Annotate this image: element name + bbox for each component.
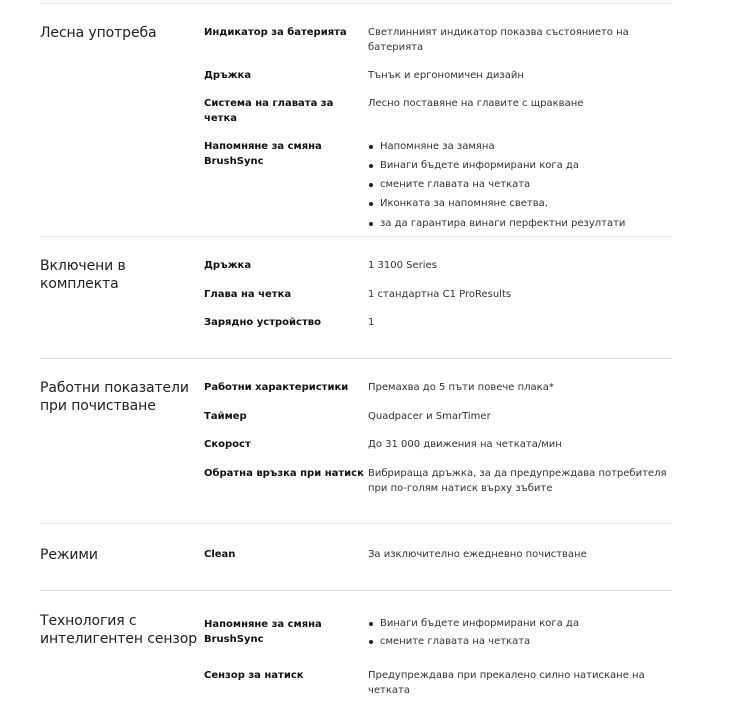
spec-table [40, 3, 672, 710]
spec-value: До 31 000 движения на четката/мин [368, 439, 562, 450]
spec-label: Напомняне за смяна BrushSync [204, 140, 322, 167]
bullet-item [368, 196, 672, 211]
bullet-text: за да гарантира винаги перфектни резултати [380, 217, 626, 229]
spec-label: Сензор за натиск [204, 670, 304, 681]
spec-label: Напомняне за смяна BrushSync [204, 619, 322, 645]
spec-value: Светлинният индикатор показва състоянието на батерията [368, 27, 629, 53]
spec-value: 1 [368, 317, 375, 328]
spec-section-in-the-box [40, 236, 672, 358]
spec-value: 1 стандартна C1 ProResults [368, 288, 512, 300]
spec-row [204, 23, 672, 55]
spec-row [204, 66, 672, 84]
section-title: Лесна употреба [40, 25, 157, 41]
bullet-text: смените главата на четката [380, 179, 531, 191]
spec-row [204, 378, 672, 396]
spec-label: Зарядно устройство [204, 317, 321, 328]
spec-value: Вибрираща дръжка, за да предупреждава потребителя при по-голям натиск върху зъбите [368, 467, 667, 494]
bullet-dot-icon [369, 145, 373, 149]
section-title: Технология с интелигентен сензор [40, 613, 198, 647]
spec-section-smart-sensor-technology [40, 590, 672, 710]
spec-section-ease-of-use [40, 3, 672, 236]
bullet-dot-icon [369, 202, 373, 206]
spec-section-cleaning-performance [40, 358, 672, 523]
spec-value: Предупреждава при прекалено силно натискане на четката [368, 670, 645, 696]
spec-label: Скорост [204, 439, 251, 450]
spec-label: Дръжка [204, 69, 252, 81]
spec-row [204, 137, 672, 231]
spec-section-modes [40, 523, 672, 590]
bullet-list [368, 139, 672, 231]
spec-row [204, 313, 672, 331]
spec-row [204, 94, 672, 126]
spec-value: Лесно поставяне на главите с щракване [368, 98, 584, 109]
bullet-dot-icon [369, 640, 373, 644]
spec-row [204, 611, 672, 649]
bullet-item [368, 616, 672, 631]
bullet-text: Винаги бъдете информирани кога да [380, 618, 579, 629]
bullet-dot-icon [369, 164, 373, 168]
spec-rows [204, 611, 672, 696]
spec-row [204, 464, 672, 496]
bullet-text: Винаги бъдете информирани кога да [380, 159, 579, 171]
bullet-text: Иконката за напомняне светва, [380, 198, 548, 210]
spec-label: Clean [204, 549, 236, 560]
spec-row [204, 545, 672, 563]
spec-label: Индикатор за батерията [204, 27, 347, 38]
bullet-text: Напомняне за замяна [380, 140, 495, 152]
spec-value [368, 611, 672, 649]
spec-rows [204, 256, 672, 336]
bullet-dot-icon [369, 222, 373, 226]
spec-label: Дръжка [204, 260, 252, 271]
spec-row [204, 435, 672, 453]
spec-label: Глава на четка [204, 288, 292, 300]
spec-value: За изключително ежедневно почистване [368, 549, 587, 560]
bullet-item [368, 216, 672, 231]
spec-value: Премахва до 5 пъти повече плака* [368, 382, 554, 393]
spec-row [204, 407, 672, 425]
bullet-item [368, 139, 672, 154]
spec-row [204, 256, 672, 274]
bullet-item [368, 177, 672, 192]
spec-row [204, 666, 672, 698]
spec-value: 1 3100 Series [368, 260, 437, 271]
bullet-text: смените главата на четката [380, 636, 531, 647]
section-title: Работни показатели при почистване [40, 380, 189, 414]
bullet-list [368, 616, 672, 649]
section-title: Режими [40, 547, 98, 563]
spec-rows [204, 23, 672, 229]
spec-value [368, 137, 672, 231]
spec-row [204, 285, 672, 303]
bullet-item [368, 158, 672, 173]
bullet-item [368, 634, 672, 649]
bullet-dot-icon [369, 622, 373, 626]
spec-value: Тънък и ергономичен дизайн [368, 69, 524, 81]
spec-label: Работни характеристики [204, 382, 349, 393]
section-title: Включени в комплекта [40, 258, 126, 292]
spec-label: Таймер [204, 410, 247, 422]
spec-rows [204, 545, 672, 568]
spec-label: Система на главата за четка [204, 98, 334, 124]
spec-rows [204, 378, 672, 501]
bullet-dot-icon [369, 183, 373, 187]
spec-value: Quadpacer и SmarTimer [368, 410, 491, 422]
spec-label: Обратна връзка при натиск [204, 467, 364, 479]
